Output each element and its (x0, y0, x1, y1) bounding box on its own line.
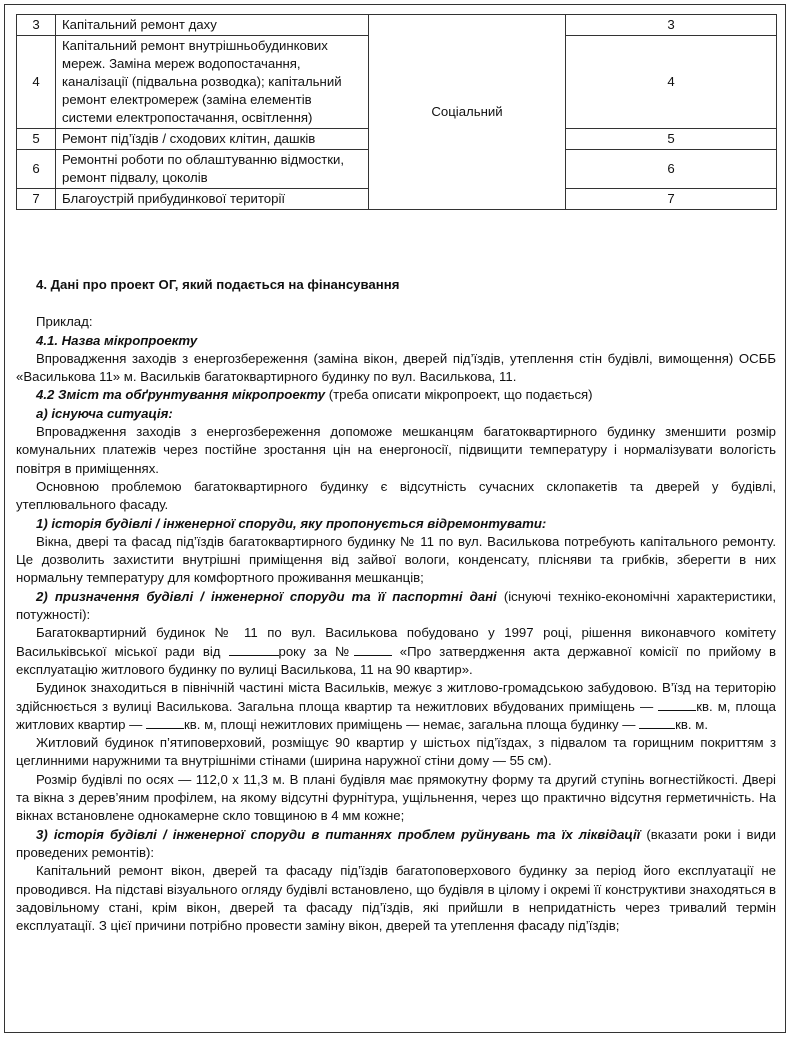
building-purpose-title: 2) призначення будівлі / інженерної споруди та її паспортні дані (36, 588, 497, 604)
text-part: кв. м, площі нежитлових приміщень — немає, загальна площа будинку — (184, 716, 640, 732)
blank-field (658, 699, 696, 711)
building-location-text (16, 679, 776, 734)
text-part: кв. м, площа житлових квартир — (16, 698, 776, 732)
damage-history-note: (вказати роки і види проведених ремонтів): (16, 826, 776, 860)
row-number: 5 (17, 129, 56, 150)
current-situation-title: а) існуюча ситуація: (36, 405, 173, 421)
row-description: Ремонтні роботи по облаштуванню відмостки, ремонт підвалу, цоколів (56, 150, 369, 189)
subsection-4-1-text: Впровадження заходів з енергозбереження (заміна вікон, дверей під’їздів, утеплення стін будівлі, вимощення) ОСББ «Василькова 11» м. Васильків багатоквартирного будинку по вул. Василькова, 11. (16, 350, 776, 385)
text-part: «Про затвердження акта державної комісії по прийому в експлуатацію житлового будинку по вулиці Василькова, 11 на 90 квартир». (16, 643, 776, 677)
row-description: Ремонт під’їздів / сходових клітин, дашків (56, 129, 369, 150)
text-part: Багатоквартирний будинок № 11 по вул. Василькова побудовано у 1997 році, рішення виконавчого комітету Васильківської міської ради від (16, 625, 776, 659)
blank-field (146, 717, 184, 729)
row-priority: 7 (566, 189, 777, 210)
table-row (17, 15, 777, 36)
section-heading: 4. Дані про проект ОГ, який подається на фінансування (36, 277, 400, 292)
subsection-4-2-heading (16, 386, 776, 404)
row-priority: 5 (566, 129, 777, 150)
subsection-4-2-title: 4.2 Зміст та обґрунтування мікропроекту (36, 387, 326, 403)
row-description: Капітальний ремонт внутрішньобудинкових мереж. Заміна мереж водопостачання, каналізації (підвальна розводка); капітальний ремонт електромереж (заміна елементів системи електропостачання, освітлення) (56, 36, 369, 129)
text-part: кв. м. (675, 716, 708, 732)
row-description: Капітальний ремонт даху (56, 15, 369, 36)
blank-field (639, 717, 675, 729)
row-number: 4 (17, 36, 56, 129)
row-number: 3 (17, 15, 56, 36)
example-label: Приклад: (36, 314, 93, 330)
row-priority: 4 (566, 36, 777, 129)
blank-field (354, 644, 392, 656)
section-body (16, 276, 776, 935)
building-history-title: 1) історія будівлі / інженерної споруди, яку пропонується відремонтувати: (36, 515, 547, 531)
building-history-text: Вікна, двері та фасад під’їздів багатоквартирного будинку № 11 по вул. Василькова потребують капітального ремонту. Це дозволить захистити внутрішні приміщення від зайвої вологи, конденсату, плісняви та грибків, зберегти в них нормальну температуру для комфортного проживання мешканців; (16, 533, 776, 586)
building-structure-text: Житловий будинок п’ятиповерховий, розміщує 90 квартир у шістьох під’їздах, з підвалом та горищним покриттям з цеглинними наружними та внутрішніми стінами (ширина наружної стіни дому — 55 см). (16, 735, 776, 769)
building-purpose-note: (існуючі техніко-економічні характеристики, потужності): (16, 588, 777, 623)
row-priority: 6 (566, 150, 777, 189)
subsection-4-2-note: (треба описати мікропроект, що подається) (325, 387, 593, 403)
building-dimensions-text: Розмір будівлі по осях — 112,0 х 11,3 м. В плані будівля має прямокутну форму та другий ступінь вогнестійкості. Двері та вікна з дерев’яним профілем, на якому відсутні фурнітура, ущільнення, через що практично відсутня герметичність. На вікнах встановлене однокамерне скло товщиною в 4 мм кожне; (16, 771, 776, 824)
damage-history-title: 3) історія будівлі / інженерної споруди в питаннях проблем руйнувань та їх ліквідації (36, 826, 641, 842)
building-purpose-heading (16, 588, 776, 625)
works-table (16, 14, 777, 210)
subsection-4-1-title: 4.1. Назва мікропроекту (36, 332, 198, 348)
damage-history-heading (16, 826, 776, 863)
row-number: 6 (17, 150, 56, 189)
main-problem-text: Основною проблемою багатоквартирного будинку є відсутність сучасних склопакетів та дверей у будівлі, утеплювального фасаду. (16, 478, 776, 513)
current-situation-text: Впровадження заходів з енергозбереження допоможе мешканцям багатоквартирного будинку зменшити розмір комунальних платежів через постійне зростання цін на енергоносії, підвищити температуру і нормалізувати вологість повітря в приміщеннях. (16, 424, 776, 476)
damage-history-text: Капітальний ремонт вікон, дверей та фасаду під’їздів багатоповерхового будинку за період його експлуатації не проводився. На підставі візуального огляду будівлі встановлено, що будівля в цілому і окремі її конструктиви знаходяться в задовільному стані, крім вікон, дверей та фасаду під’їздів, які прийшли в непридатність через тривалий термін експлуатації. З цієї причини потрібно провести заміну вікон, дверей та утеплення фасаду під’їздів; (16, 863, 776, 934)
row-priority: 3 (566, 15, 777, 36)
text-part: Будинок знаходиться в північній частині міста Васильків, межує з житлово-громадською забудовою. В’їзд на територію здійснюється з вулиці Василькова. Загальна площа квартир та нежитлових вбудованих приміщень — (16, 680, 776, 714)
row-number: 7 (17, 189, 56, 210)
row-description: Благоустрій прибудинкової території (56, 189, 369, 210)
building-construction-text (16, 624, 776, 679)
category-cell: Соціальний (369, 15, 566, 210)
blank-field (229, 644, 279, 656)
text-part: року за № (278, 643, 354, 659)
